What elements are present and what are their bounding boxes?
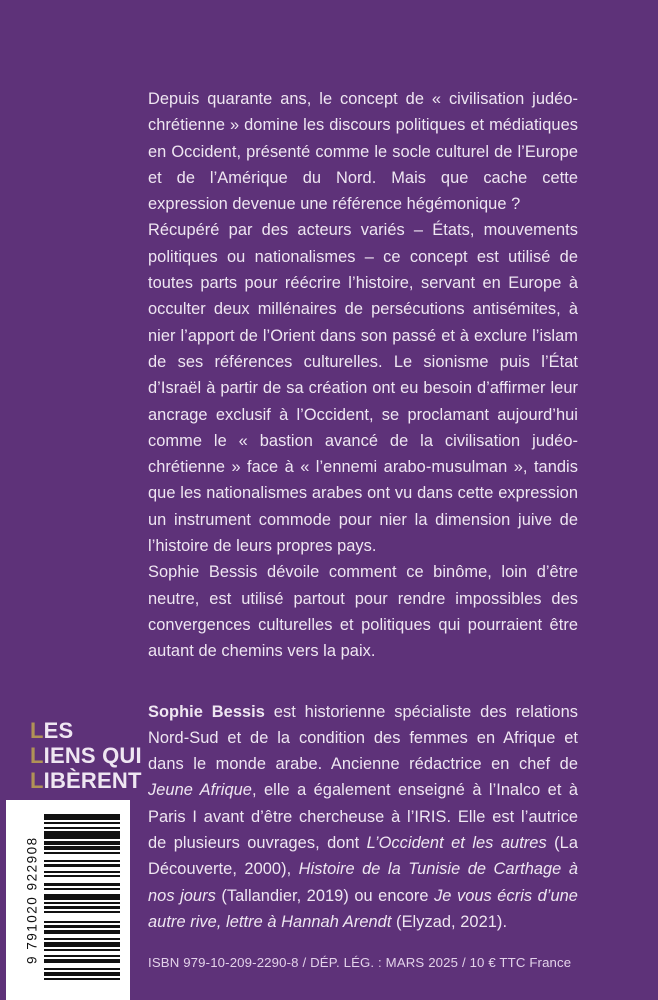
blurb-paragraph-2: Récupéré par des acteurs variés – États, mouvements politiques ou nationalismes – ce concept est utilisé de toutes parts pour réécrire l’histoire, servant en Europe à occulter deux millénaires de persécutions antisémites, à nier l’apport de l’Orient dans son passé et à exclure l’islam de ses références culturelles. Le sionisme puis l’État d’Israël à partir de sa création ont eu besoin d’affirmer leur ancrage exclusif à l’Occident, se proclamant aujourd’hui comme le « bastion avancé de la civilisation judéo-chrétienne » face à « l’ennemi arabo-musulman », tandis que les nationalismes arabes ont vu dans cette expression un instrument commode pour nier la dimension juive de l’histoire de leurs propres pays. (148, 221, 578, 556)
publisher-logo-rest-l3: IBÈRENT (43, 768, 142, 793)
isbn-footer: ISBN 979-10-209-2290-8 / DÉP. LÉG. : MARS 2025 / 10 € TTC France (148, 955, 572, 970)
barcode-panel (6, 800, 130, 1000)
work-title-histoire-de-la-tunisie: Histoire de la Tunisie de Carthage à nos jours (148, 860, 578, 905)
barcode-inner (6, 800, 130, 1000)
bio-segment-3: (La Découverte, 2000), (148, 834, 578, 879)
publisher-logo-accent-l3: L (30, 768, 44, 793)
publisher-logo (30, 718, 140, 793)
work-title-loccident-et-les-autres: L’Occident et les autres (366, 834, 547, 853)
work-title-jeune-afrique: Jeune Afrique (148, 781, 252, 800)
author-bio-block (148, 699, 578, 936)
publisher-logo-line-3 (30, 768, 140, 793)
publisher-logo-rest-l1: ES (43, 718, 74, 743)
publisher-logo-line-1 (30, 718, 140, 743)
bio-segment-5: (Elyzad, 2021). (391, 912, 508, 931)
back-cover-text-column (148, 86, 578, 935)
barcode-bars (44, 814, 120, 986)
author-name: Sophie Bessis (148, 702, 265, 721)
publisher-logo-line-2 (30, 743, 140, 768)
bio-segment-1: est historienne spécialiste des relations Nord-Sud et de la condition des femmes en Afrique et dans le monde arabe. Ancienne rédactrice en chef de (148, 702, 579, 774)
blurb-paragraph-3: Sophie Bessis dévoile comment ce binôme, loin d’être neutre, est utilisé partout pour rendre impossibles des convergences culturelles et politiques qui pourraient être autant de chemins vers la paix. (148, 563, 578, 661)
publisher-logo-rest-l2: IENS QUI (43, 743, 142, 768)
blurb-block (148, 86, 578, 665)
publisher-logo-accent-l1: L (30, 718, 44, 743)
bio-segment-2: , elle a également enseigné à l’Inalco et à Paris I avant d’être chercheuse à l’IRIS. Elle est l’autrice de plusieurs ouvrages, dont (148, 781, 579, 853)
author-bio-paragraph (148, 699, 578, 936)
barcode-digits: 9 791020 922908 (24, 836, 40, 964)
bio-segment-4: (Tallandier, 2019) ou encore (215, 886, 435, 905)
blurb-paragraph-1: Depuis quarante ans, le concept de « civilisation judéo-chrétienne » domine les discours politiques et médiatiques en Occident, présenté comme le socle culturel de l’Europe et de l’Amérique du Nord. Mais que cache cette expression devenue une référence hégémonique ? (148, 90, 578, 214)
work-title-je-vous-ecris: Je vous écris d’une autre rive, lettre à Hannah Arendt (148, 886, 578, 931)
publisher-logo-accent-l2: L (30, 743, 44, 768)
